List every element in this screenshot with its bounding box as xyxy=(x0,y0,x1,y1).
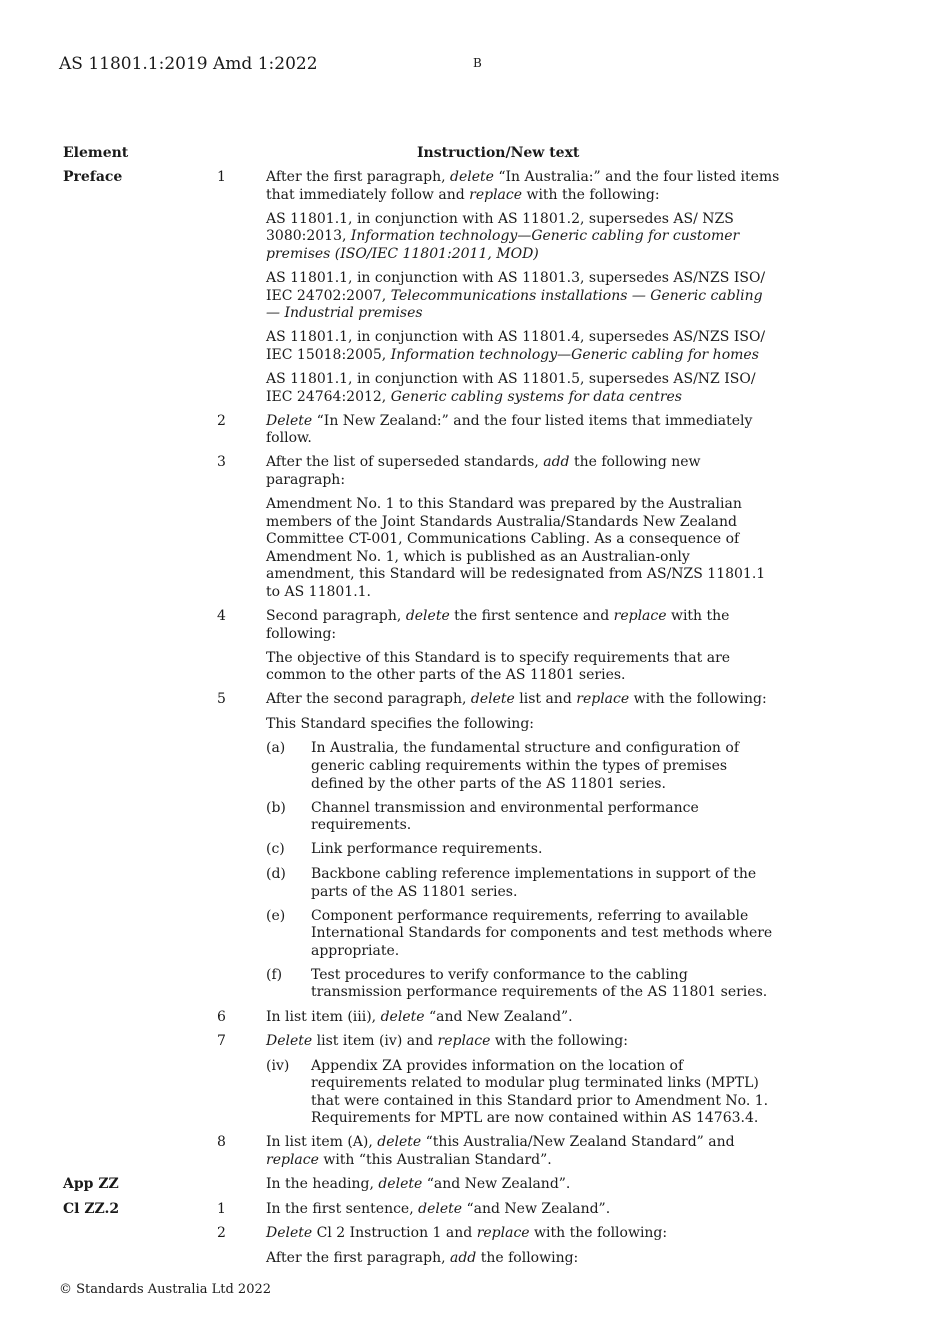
amendment-row xyxy=(0,866,950,901)
amendment-row xyxy=(0,691,950,709)
amendment-row xyxy=(0,1009,950,1027)
list-item-label: (e) xyxy=(266,907,286,924)
instruction-text: Delete list item (iv) and replace with the following: xyxy=(266,1033,628,1050)
list-item xyxy=(266,908,781,961)
instruction-text: In the first sentence, delete “and New Zealand”. xyxy=(266,1200,611,1217)
element-label: App ZZ xyxy=(63,1176,119,1193)
amendment-row xyxy=(0,800,950,835)
list-item-label: (a) xyxy=(266,740,286,757)
instruction-text: After the first paragraph, add the following: xyxy=(266,1249,579,1266)
instruction-number: 1 xyxy=(217,169,226,185)
instruction-text: In list item (iii), delete “and New Zealand”. xyxy=(266,1008,573,1025)
list-item xyxy=(266,1058,781,1128)
instruction-text: Amendment No. 1 to this Standard was prepared by the Australian members of the Joint Standards Australia/Standards New Zealand Committee CT-001, Communications Cabling. As a consequence of Amendment No. 1, which is published as an Australian-only amendment, this Standard will be redesignated from AS/NZS 11801.1 to AS 11801.1. xyxy=(266,496,766,600)
list-item-text: In Australia, the fundamental structure and configuration of generic cabling requirements within the types of premises defined by the other parts of the AS 11801 series. xyxy=(311,740,740,792)
amendment-row xyxy=(0,169,950,204)
amendment-row xyxy=(0,1058,950,1128)
list-item xyxy=(266,866,781,901)
amendment-row xyxy=(0,740,950,793)
list-item-label: (c) xyxy=(266,841,285,858)
instruction-number: 6 xyxy=(217,1008,226,1025)
amendment-row xyxy=(0,1250,950,1268)
instruction-text: This Standard specifies the following: xyxy=(266,715,534,732)
list-item-text: Backbone cabling reference implementations in support of the parts of the AS 11801 series. xyxy=(311,865,757,900)
amendment-row xyxy=(0,1201,950,1219)
instruction-text: After the list of superseded standards, add the following new paragraph: xyxy=(266,454,701,488)
instruction-text: The objective of this Standard is to specify requirements that are common to the other parts of the AS 11801 series. xyxy=(266,649,731,684)
page-number: B xyxy=(473,56,482,70)
amendment-row xyxy=(0,608,950,643)
amendment-row xyxy=(0,650,950,685)
list-item-label: (iv) xyxy=(266,1057,290,1074)
amendment-row xyxy=(0,1134,950,1169)
list-item-label: (f) xyxy=(266,966,283,983)
amendment-row xyxy=(0,211,950,264)
amendment-row xyxy=(0,496,950,602)
amendment-row xyxy=(0,1033,950,1051)
list-item-text: Component performance requirements, referring to available International Standards for components and test methods where appropriate. xyxy=(311,907,773,959)
amendment-row xyxy=(0,270,950,323)
list-item xyxy=(266,800,781,835)
list-item-text: Appendix ZA provides information on the location of requirements related to modular plug terminated links (MPTL) that were contained in this Standard prior to Amendment No. 1. Requirements for MPTL are now contained within AS 14763.4. xyxy=(311,1057,769,1127)
instruction-text: Delete Cl 2 Instruction 1 and replace with the following: xyxy=(266,1225,668,1242)
instruction-number: 2 xyxy=(217,412,226,429)
instruction-text: AS 11801.1, in conjunction with AS 11801.3, supersedes AS/NZS ISO/ IEC 24702:2007, Telecommunications installations — Generic cabling — Industrial premises xyxy=(266,269,766,322)
instruction-text: After the first paragraph, delete “In Australia:” and the four listed items that immediately follow and replace with the following: xyxy=(266,169,780,203)
amendment-row xyxy=(0,454,950,489)
column-header-instruction: Instruction/New text xyxy=(417,145,580,161)
instruction-number: 3 xyxy=(217,454,226,471)
amendment-row xyxy=(0,329,950,364)
amendment-row xyxy=(0,967,950,1002)
amendment-row xyxy=(0,413,950,448)
instruction-number: 8 xyxy=(217,1134,226,1151)
list-item-label: (d) xyxy=(266,865,286,882)
instruction-number: 7 xyxy=(217,1033,226,1050)
column-header-element: Element xyxy=(63,145,129,161)
list-item-label: (b) xyxy=(266,799,286,816)
copyright-footer: © Standards Australia Ltd 2022 xyxy=(59,1282,272,1297)
amendment-row xyxy=(0,371,950,406)
instruction-number: 4 xyxy=(217,608,226,625)
amendment-row xyxy=(0,908,950,961)
element-label: Cl ZZ.2 xyxy=(63,1200,120,1217)
amendment-row xyxy=(0,841,950,859)
element-label: Preface xyxy=(63,169,123,185)
instruction-number: 1 xyxy=(217,1200,226,1217)
instruction-text: In the heading, delete “and New Zealand”. xyxy=(266,1176,571,1193)
instruction-text: AS 11801.1, in conjunction with AS 11801.4, supersedes AS/NZS ISO/ IEC 15018:2005, Information technology—Generic cabling for homes xyxy=(266,329,766,363)
instruction-text: Delete “In New Zealand:” and the four listed items that immediately follow. xyxy=(266,412,753,447)
instruction-number: 2 xyxy=(217,1225,226,1242)
instruction-text: In list item (A), delete “this Australia/New Zealand Standard” and replace with “this Australian Standard”. xyxy=(266,1134,735,1169)
instruction-text: After the second paragraph, delete list and replace with the following: xyxy=(266,691,767,708)
list-item-text: Channel transmission and environmental performance requirements. xyxy=(311,799,699,834)
list-item-text: Test procedures to verify conformance to the cabling transmission performance requirements of the AS 11801 series. xyxy=(311,966,768,1001)
instruction-text: Second paragraph, delete the first sentence and replace with the following: xyxy=(266,608,730,642)
list-item xyxy=(266,967,781,1002)
instruction-number: 5 xyxy=(217,691,226,708)
instruction-text: AS 11801.1, in conjunction with AS 11801.5, supersedes AS/NZ ISO/ IEC 24764:2012, Generic cabling systems for data centres xyxy=(266,370,756,405)
instruction-text: AS 11801.1, in conjunction with AS 11801.2, supersedes AS/ NZS 3080:2013, Information technology—Generic cabling for customer premises (ISO/IEC 11801:2011, MOD) xyxy=(266,210,740,262)
list-item xyxy=(266,841,781,859)
amendment-row xyxy=(0,716,950,734)
amendment-row xyxy=(0,1225,950,1243)
amendment-table xyxy=(0,169,950,1274)
list-item-text: Link performance requirements. xyxy=(311,841,543,858)
document-title: AS 11801.1:2019 Amd 1:2022 xyxy=(59,54,318,74)
amendment-row xyxy=(0,1176,950,1194)
list-item xyxy=(266,740,781,793)
